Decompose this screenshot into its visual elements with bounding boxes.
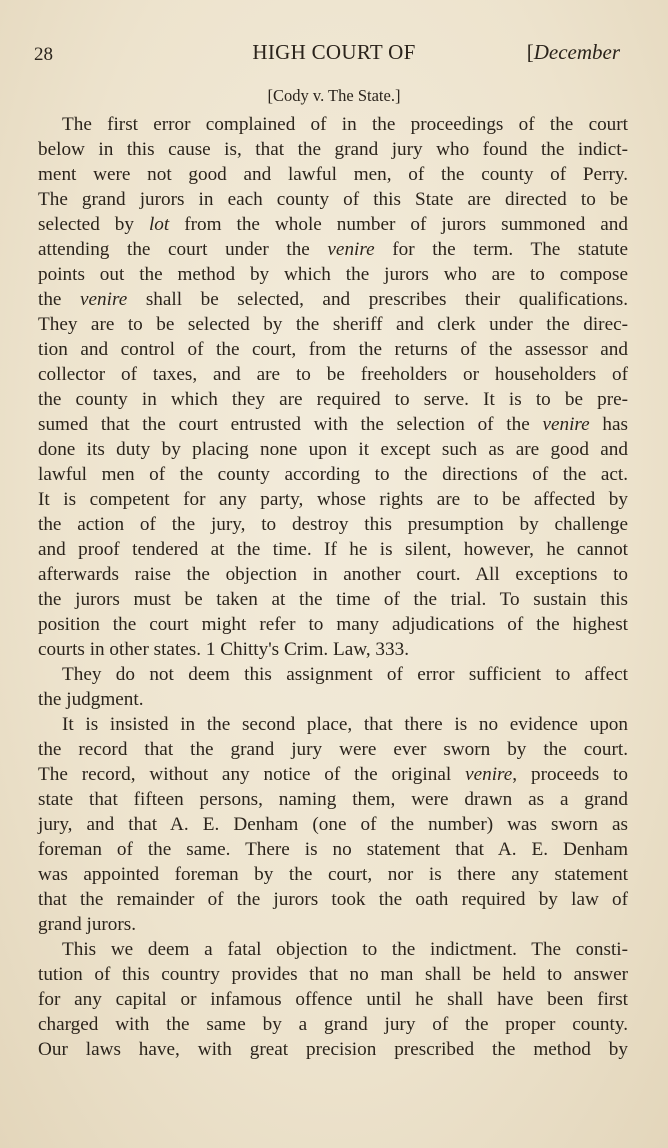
text-segment: It is competent for any party, whose rights are to be affected by <box>38 489 628 510</box>
month: December <box>533 40 620 64</box>
text-line <box>38 237 628 262</box>
text-line <box>38 287 628 312</box>
text-segment: and proof tendered at the time. If he is silent, however, he cannot <box>38 539 628 560</box>
text-segment: It is insisted in the second place, that there is no evidence upon <box>62 714 628 735</box>
text-segment: the judgment. <box>38 689 144 710</box>
text-segment: They are to be selected by the sheriff and clerk under the direc- <box>38 314 628 335</box>
text-segment: jury, and that A. E. Denham (one of the number) was sworn as <box>38 814 628 835</box>
text-segment: tution of this country provides that no man shall be held to answer <box>38 964 628 985</box>
text-line <box>38 112 628 137</box>
text-line <box>38 687 628 712</box>
text-segment: shall be selected, and prescribes their qualifications. <box>127 289 628 310</box>
text-segment: points out the method by which the jurors who are to compose <box>38 264 628 285</box>
text-segment: for the term. The statute <box>374 239 628 260</box>
text-line <box>38 362 628 387</box>
text-line <box>38 562 628 587</box>
text-segment: the county in which they are required to serve. It is to be pre- <box>38 389 628 410</box>
text-segment: courts in other states. 1 Chitty's Crim. Law, 333. <box>38 639 409 660</box>
italic-term: lot <box>148 214 170 235</box>
text-segment: the <box>38 289 81 310</box>
text-segment: has <box>589 414 629 435</box>
text-segment: Our laws have, with great precision prescribed the method by <box>38 1039 628 1060</box>
paragraph <box>38 937 628 1062</box>
text-line <box>38 537 628 562</box>
text-segment: , proceeds to <box>512 764 628 785</box>
text-line <box>38 662 628 687</box>
text-segment: collector of taxes, and are to be freeholders or householders of <box>38 364 628 385</box>
text-line <box>38 462 628 487</box>
text-line <box>38 137 628 162</box>
running-title: HIGH COURT OF <box>252 40 416 64</box>
text-segment: that the remainder of the jurors took the oath required by law of <box>38 889 628 910</box>
italic-term: venire <box>327 239 375 260</box>
text-line <box>38 512 628 537</box>
text-segment: charged with the same by a grand jury of the proper county. <box>38 1014 628 1035</box>
text-segment: ment were not good and lawful men, of the county of Perry. <box>38 164 628 185</box>
text-segment: position the court might refer to many adjudications of the highest <box>38 614 628 635</box>
text-line <box>38 962 628 987</box>
text-line <box>38 937 628 962</box>
text-segment: lawful men of the county according to the directions of the act. <box>38 464 628 485</box>
text-line <box>38 637 628 662</box>
page-number: 28 <box>34 44 53 65</box>
text-line <box>38 737 628 762</box>
text-segment: was appointed foreman by the court, nor is there any statement <box>38 864 628 885</box>
text-line <box>38 437 628 462</box>
text-line <box>38 887 628 912</box>
italic-term: venire <box>465 764 513 785</box>
text-line <box>38 187 628 212</box>
italic-term: venire <box>542 414 590 435</box>
text-segment: The first error complained of in the proceedings of the court <box>62 114 628 135</box>
text-segment: done its duty by placing none upon it except such as are good and <box>38 439 628 460</box>
text-segment: sumed that the court entrusted with the selection of the <box>38 414 543 435</box>
text-line <box>38 612 628 637</box>
text-line <box>38 387 628 412</box>
text-segment: They do not deem this assignment of error sufficient to affect <box>62 664 628 685</box>
text-line <box>38 412 628 437</box>
text-segment: attending the court under the <box>38 239 328 260</box>
italic-term: venire <box>80 289 128 310</box>
text-segment: below in this cause is, that the grand jury who found the indict- <box>38 139 628 160</box>
case-caption: [Cody v. The State.] <box>267 86 401 105</box>
text-line <box>38 812 628 837</box>
paragraph <box>38 662 628 712</box>
text-line <box>38 487 628 512</box>
text-line <box>38 837 628 862</box>
text-line <box>38 912 628 937</box>
running-month <box>527 40 620 65</box>
text-segment: the record that the grand jury were ever sworn by the court. <box>38 739 628 760</box>
text-segment: grand jurors. <box>38 914 137 935</box>
text-segment: the jurors must be taken at the time of the trial. To sustain this <box>38 589 628 610</box>
text-line <box>38 312 628 337</box>
text-segment: The grand jurors in each county of this State are directed to be <box>38 189 628 210</box>
text-segment: foreman of the same. There is no statement that A. E. Denham <box>38 839 628 860</box>
text-segment: the action of the jury, to destroy this presumption by challenge <box>38 514 628 535</box>
text-line <box>38 712 628 737</box>
text-segment: state that fifteen persons, naming them, were drawn as a grand <box>38 789 628 810</box>
text-segment: from the whole number of jurors summoned and <box>169 214 628 235</box>
text-segment: tion and control of the court, from the returns of the assessor and <box>38 339 628 360</box>
text-line <box>38 262 628 287</box>
text-line <box>38 1037 628 1062</box>
text-line <box>38 1012 628 1037</box>
body-text <box>38 112 628 1062</box>
text-segment: selected by <box>38 214 149 235</box>
text-line <box>38 587 628 612</box>
text-segment: afterwards raise the objection in another court. All exceptions to <box>38 564 628 585</box>
text-line <box>38 787 628 812</box>
text-line <box>38 862 628 887</box>
paragraph <box>38 712 628 937</box>
text-segment: This we deem a fatal objection to the indictment. The consti- <box>62 939 628 960</box>
paragraph <box>38 112 628 662</box>
text-segment: The record, without any notice of the original <box>38 764 466 785</box>
text-line <box>38 162 628 187</box>
text-segment: for any capital or infamous offence until he shall have been first <box>38 989 628 1010</box>
bracket: [ <box>526 40 534 64</box>
text-line <box>38 987 628 1012</box>
text-line <box>38 212 628 237</box>
text-line <box>38 337 628 362</box>
text-line <box>38 762 628 787</box>
